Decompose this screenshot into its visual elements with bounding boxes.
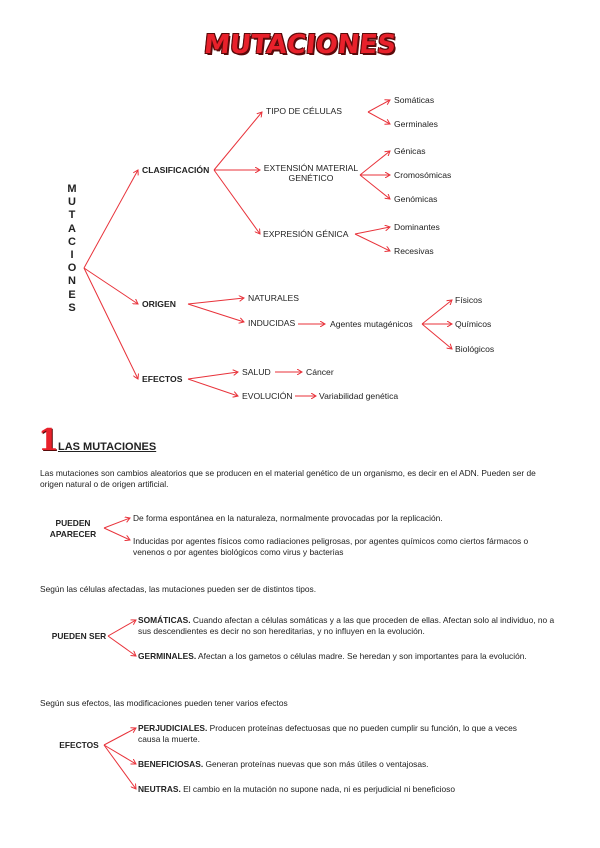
node-recesivas: Recesivas	[394, 246, 434, 256]
efectos-paragraph: Según sus efectos, las modificaciones pueden tener varios efectos	[40, 698, 288, 708]
line-tipo-somaticas	[368, 100, 390, 112]
node-tipo-celulas: TIPO DE CÉLULAS	[266, 106, 342, 116]
intro-paragraph: Las mutaciones son cambios aleatorios que se producen en el material genético de un organismo, es decir en el ADN. Pueden ser de origen natural o de origen artificial.	[40, 468, 536, 490]
node-evolucion: EVOLUCIÓN	[242, 391, 293, 401]
node-extension	[258, 163, 364, 183]
node-variabilidad: Variabilidad genética	[319, 391, 399, 401]
item-term: NEUTRAS.	[138, 784, 181, 794]
celulas-paragraph: Según las células afectadas, las mutaciones pueden ser de distintos tipos.	[40, 584, 317, 594]
line-root-origen	[84, 268, 138, 304]
line-root-efectos	[84, 268, 138, 379]
root-letter: A	[68, 222, 76, 235]
efectos-item	[138, 759, 558, 770]
root-vertical-word	[62, 183, 82, 315]
item-term: PERJUDICIALES.	[138, 723, 208, 733]
line-origen-inducidas	[188, 304, 244, 322]
root-letter: E	[68, 288, 76, 301]
node-germinales: Germinales	[394, 119, 438, 129]
node-genicas: Génicas	[394, 146, 426, 156]
pueden-ser-item	[138, 615, 558, 637]
efectos-item	[138, 784, 558, 795]
line-origen-naturales	[188, 298, 244, 304]
node-naturales: NATURALES	[248, 293, 299, 303]
node-clasificacion: CLASIFICACIÓN	[142, 165, 210, 175]
label-pueden-aparecer-line1: PUEDEN	[55, 518, 91, 528]
item-text: Afectan a los gametos o células madre. Se heredan y son importantes para la evolución.	[196, 651, 527, 661]
line-ext-genicas	[360, 151, 390, 175]
node-quimicos: Químicos	[455, 319, 492, 329]
item-term: SOMÁTICAS.	[138, 615, 191, 625]
item-text: El cambio en la mutación no supone nada, ni es perjudicial ni beneficioso	[180, 784, 456, 794]
node-efectos: EFECTOS	[142, 374, 183, 384]
label-pueden-ser: PUEDEN SER	[51, 631, 107, 641]
line-root-clasificacion	[84, 170, 138, 268]
line-efectos-evolucion	[188, 379, 238, 396]
aparecer-item: Inducidas por agentes físicos como radiaciones peligrosas, por agentes químicos como ciertos fármacos o venenos o por agentes biológicos como virus y bacterias	[133, 536, 529, 557]
node-dominantes: Dominantes	[394, 222, 440, 232]
node-fisicos: Físicos	[455, 295, 483, 305]
root-letter: I	[70, 249, 74, 262]
node-biologicos: Biológicos	[455, 344, 495, 354]
node-cancer: Cáncer	[306, 367, 334, 377]
line-agentes-fisicos	[422, 300, 452, 324]
node-extension-line2: GENÉTICO	[288, 173, 334, 183]
item-term: BENEFICIOSAS.	[138, 759, 204, 769]
root-letter: U	[68, 196, 76, 209]
line-aparecer-1	[104, 518, 130, 528]
label-pueden-aparecer-line2: APARECER	[49, 529, 97, 539]
root-letter: O	[67, 262, 77, 275]
node-origen: ORIGEN	[142, 299, 176, 309]
item-text: Cuando afectan a células somáticas y a las que proceden de ellas. Afectan solo al individuo, no a sus descendientes es decir no son hereditarias, y no influyen en la evolución.	[138, 615, 555, 636]
node-expresion: EXPRESIÓN GÉNICA	[263, 229, 349, 239]
item-text: Producen proteínas defectuosas que no pueden cumplir su función, lo que a veces causa la muerte.	[138, 723, 517, 744]
line-puedenser-1	[108, 620, 136, 636]
line-efectos-salud	[188, 372, 238, 379]
item-text: Generan proteínas nuevas que son más útiles o ventajosas.	[203, 759, 429, 769]
node-salud: SALUD	[242, 367, 271, 377]
label-pueden-aparecer	[40, 518, 106, 540]
line-efectos-3	[104, 745, 136, 789]
label-efectos: EFECTOS	[59, 740, 99, 750]
aparecer-item: De forma espontánea en la naturaleza, normalmente provocadas por la replicación.	[133, 513, 443, 523]
line-puedenser-2	[108, 636, 136, 656]
item-term: GERMINALES.	[138, 651, 197, 661]
node-cromosomicas: Cromosómicas	[394, 170, 452, 180]
node-somaticas: Somáticas	[394, 95, 435, 105]
section-number: 1	[38, 423, 59, 458]
page-title: MUTACIONES	[202, 30, 398, 60]
root-letter: M	[67, 183, 77, 195]
line-expr-dominantes	[355, 227, 390, 234]
node-extension-line1: EXTENSIÓN MATERIAL	[263, 163, 359, 173]
line-clas-tipo	[214, 112, 262, 170]
root-letter: C	[68, 235, 76, 248]
node-inducidas: INDUCIDAS	[248, 318, 296, 328]
root-letter: S	[68, 301, 76, 314]
node-agentes-mutagenicos: Agentes mutagénicos	[330, 319, 413, 329]
root-letter: T	[68, 209, 76, 222]
line-expr-recesivas	[355, 234, 390, 251]
pueden-ser-item	[138, 651, 538, 662]
root-letter: N	[68, 275, 76, 288]
line-clas-expr	[214, 170, 260, 234]
section-title: LAS MUTACIONES	[58, 441, 157, 453]
node-genomicas: Genómicas	[394, 194, 438, 204]
line-ext-genomicas	[360, 175, 390, 199]
line-tipo-germinales	[368, 112, 390, 124]
efectos-item	[138, 723, 538, 745]
line-aparecer-2	[104, 528, 130, 540]
line-agentes-biologicos	[422, 324, 452, 349]
